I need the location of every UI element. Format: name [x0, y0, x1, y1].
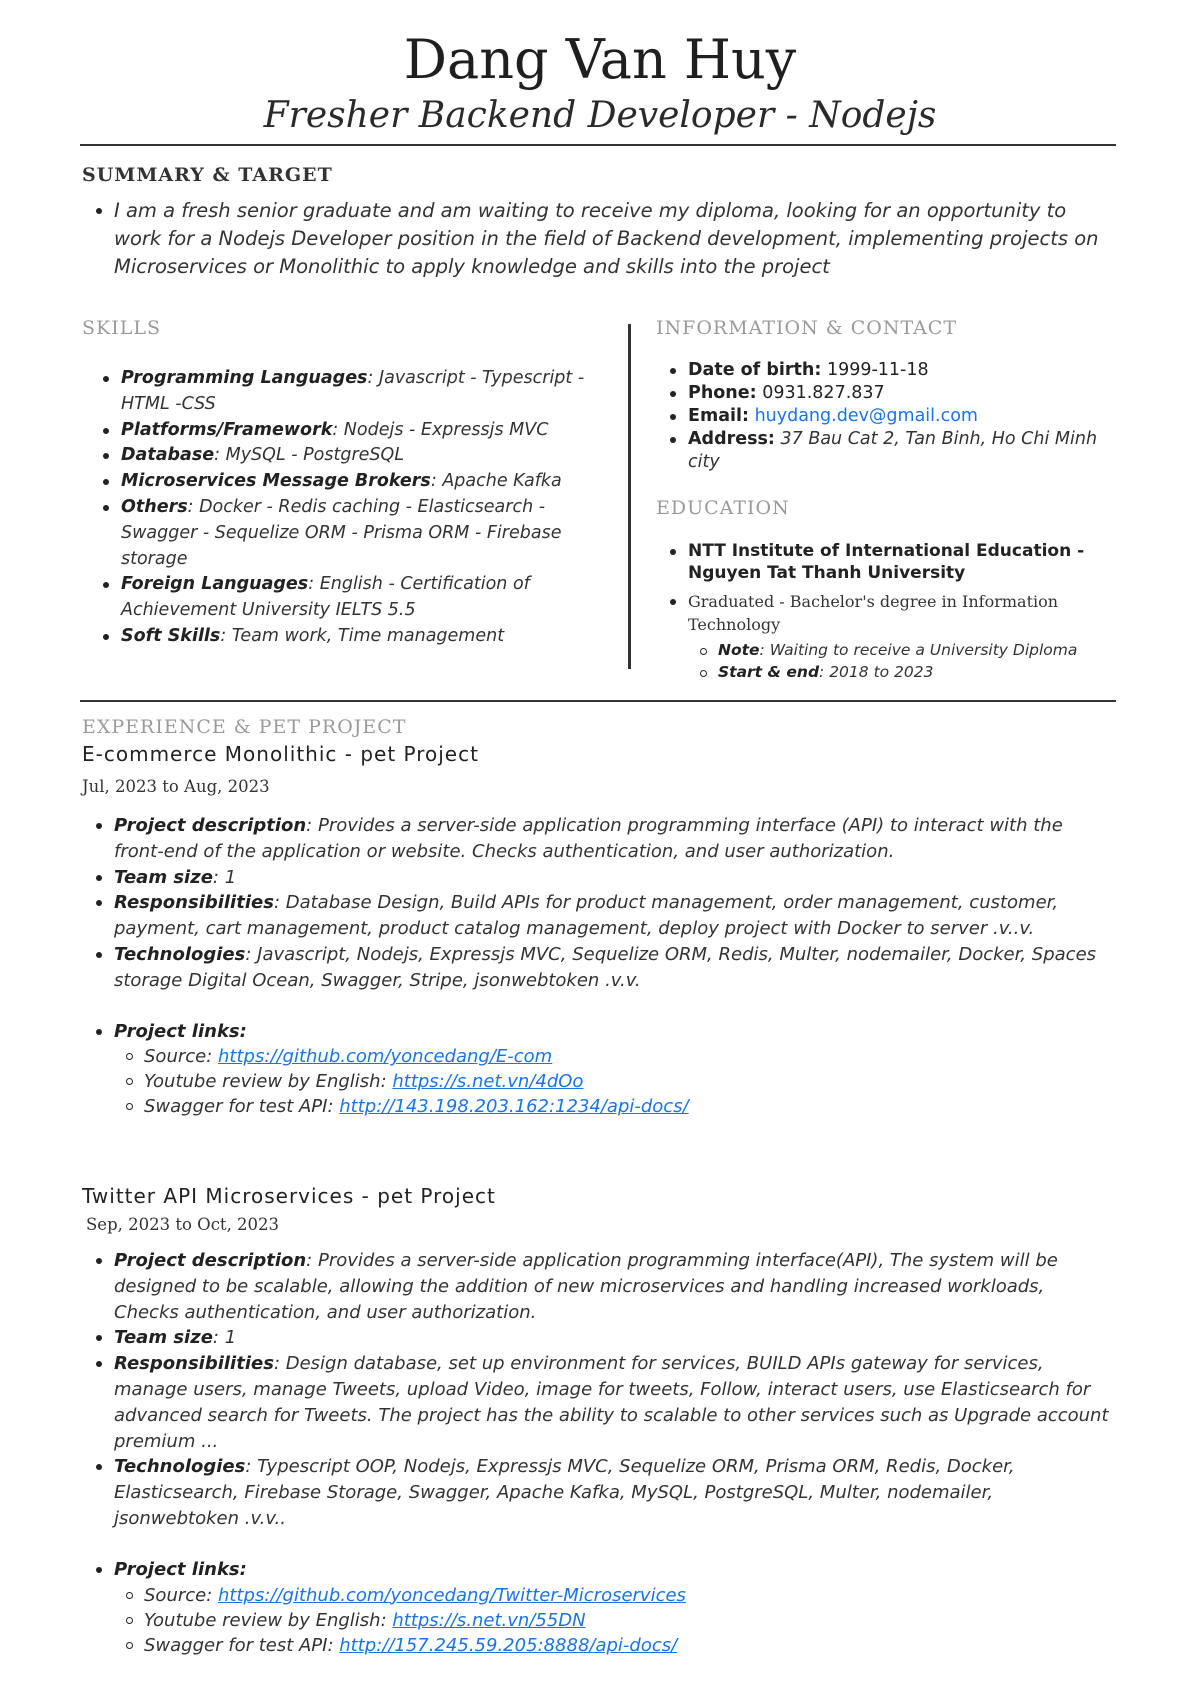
education-heading: EDUCATION	[656, 497, 790, 519]
contact-item-birth	[688, 359, 1118, 382]
skill-item	[121, 624, 616, 650]
period-label: Start & end	[718, 663, 820, 681]
link-label: Youtube review by English:	[144, 1609, 393, 1631]
detail-value: : Typescript OOP, Nodejs, Expressjs MVC, Sequelize ORM, Prisma ORM, Redis, Docker, Elasticsearch, Firebase Storage, Swagger, Apache Kafka, MySQL, PostgreSQL, Multer, nodemailer, jsonwebtoken .v.v..	[114, 1456, 1015, 1529]
swagger-link[interactable]: http://157.245.59.205:8888/api-docs/	[339, 1634, 678, 1656]
skill-item	[121, 418, 616, 444]
section-divider	[80, 700, 1116, 702]
detail-value: : 1	[212, 866, 237, 888]
source-link[interactable]: https://github.com/yoncedang/Twitter-Microservices	[218, 1584, 686, 1606]
project-title: E-commerce Monolithic - pet Project	[82, 742, 479, 766]
education-degree-item	[688, 590, 1118, 683]
links-list	[114, 1044, 1114, 1119]
project-team-size	[114, 865, 1114, 891]
link-item	[144, 1044, 1114, 1069]
links-label: Project links:	[114, 1020, 247, 1042]
contact-label: Date of birth:	[688, 360, 822, 380]
contact-value: 1999-11-18	[821, 360, 929, 380]
skill-value: : MySQL - PostgreSQL	[214, 445, 405, 466]
skill-label: Soft Skills	[121, 625, 221, 646]
project-details	[114, 1248, 1114, 1658]
candidate-role: Fresher Backend Developer - Nodejs	[263, 95, 937, 136]
skill-label: Programming Languages	[121, 368, 368, 388]
note-value: : Waiting to receive a University Diploma	[759, 641, 1078, 659]
summary-heading: SUMMARY & TARGET	[82, 164, 333, 186]
detail-label: Team size	[114, 1327, 213, 1349]
project-responsibilities	[114, 890, 1114, 942]
skill-value: : Apache Kafka	[430, 471, 562, 492]
project-technologies	[114, 1454, 1114, 1531]
detail-label: Technologies	[114, 943, 246, 965]
education-details	[688, 639, 1118, 683]
contact-item-phone	[688, 382, 1118, 405]
link-label: Youtube review by English:	[144, 1071, 393, 1093]
detail-value: : Design database, set up environment for services, BUILD APIs gateway for services, manage users, manage Tweets, upload Video, image for tweets, Follow, interact users, use Elasticsearch for advanced search for Tweets. The project has the ability to scalable to other services such as Upgrade account premium ...	[114, 1353, 1109, 1452]
summary-text: I am a fresh senior graduate and am waiting to receive my diploma, looking for an opportunity to work for a Nodejs Developer position in the field of Backend development, implementing projects on Microservices or Monolithic to apply knowledge and skills into the project	[114, 197, 1114, 281]
skill-label: Platforms/Framework	[121, 419, 333, 440]
summary-list	[114, 197, 1114, 281]
link-label: Swagger for test API:	[144, 1634, 340, 1656]
contact-item-address	[688, 428, 1118, 474]
links-label: Project links:	[114, 1558, 247, 1580]
skill-label: Foreign Languages	[121, 574, 309, 595]
detail-label: Project description	[114, 1250, 307, 1271]
project-team-size	[114, 1325, 1114, 1351]
source-link[interactable]: https://github.com/yoncedang/E-com	[218, 1046, 553, 1068]
link-item	[144, 1633, 1114, 1658]
skill-item	[121, 495, 616, 572]
link-item	[144, 1094, 1114, 1119]
skills-list	[121, 366, 616, 650]
detail-value: : Provides a server-side application programming interface (API) to interact with the front-end of the application or website. Checks authentication, and user authorization.	[114, 815, 1063, 862]
contact-label: Phone:	[688, 383, 757, 403]
contact-value: 0931.827.837	[756, 383, 885, 403]
detail-label: Responsibilities	[114, 1353, 274, 1375]
skill-value: : Javascript - Typescript - HTML -CSS	[121, 368, 585, 414]
project-date: Jul, 2023 to Aug, 2023	[82, 777, 270, 796]
link-label: Source:	[144, 1046, 219, 1068]
project-details	[114, 813, 1114, 1119]
link-item	[144, 1608, 1114, 1633]
header-divider	[80, 144, 1116, 146]
project-links	[114, 1557, 1114, 1658]
skill-value: : Docker - Redis caching - Elasticsearch - Swagger - Sequelize ORM - Prisma ORM - Firebase storage	[121, 496, 562, 569]
detail-label: Technologies	[114, 1456, 246, 1478]
skill-value: : Team work, Time management	[220, 625, 505, 646]
education-school: NTT Institute of International Education - Nguyen Tat Thanh University	[688, 540, 1118, 584]
detail-label: Responsibilities	[114, 892, 274, 914]
links-list	[114, 1583, 1114, 1658]
column-divider	[628, 324, 631, 669]
contact-value: 37 Bau Cat 2, Tan Binh, Ho Chi Minh city	[688, 429, 1098, 472]
detail-label: Project description	[114, 815, 307, 836]
skill-value: : English - Certification of Achievement University IELTS 5.5	[121, 574, 530, 621]
skill-label: Others	[121, 496, 188, 517]
skill-label: Microservices Message Brokers	[121, 471, 431, 492]
swagger-link[interactable]: http://143.198.203.162:1234/api-docs/	[339, 1096, 689, 1118]
contact-heading: INFORMATION & CONTACT	[656, 317, 958, 339]
skill-label: Database	[121, 445, 215, 466]
education-list	[688, 540, 1118, 683]
email-link[interactable]: huydang.dev@gmail.com	[749, 406, 978, 426]
project-title: Twitter API Microservices - pet Project	[82, 1184, 496, 1208]
education-note	[718, 639, 1118, 661]
contact-list	[688, 359, 1118, 474]
project-technologies	[114, 942, 1114, 994]
project-description	[114, 1248, 1114, 1325]
link-item	[144, 1583, 1114, 1608]
detail-value: : Provides a server-side application programming interface(API), The system will be designed to be scalable, allowing the addition of new microservices and handling increased workloads, Checks authentication, and user authorization.	[114, 1250, 1058, 1323]
skills-heading: SKILLS	[82, 317, 161, 339]
project-responsibilities	[114, 1351, 1114, 1454]
link-label: Source:	[144, 1584, 219, 1606]
education-period	[718, 661, 1118, 683]
project-description	[114, 813, 1114, 865]
detail-label: Team size	[114, 866, 213, 888]
contact-label: Email:	[688, 406, 749, 426]
skill-item	[121, 366, 616, 418]
experience-heading: EXPERIENCE & PET PROJECT	[82, 716, 407, 738]
note-label: Note	[718, 641, 760, 659]
detail-value: : Database Design, Build APIs for product management, order management, customer, payment, cart management, product catalog management, deploy project with Docker to server .v..v.	[114, 892, 1059, 940]
link-item	[144, 1069, 1114, 1094]
detail-value: : 1	[212, 1327, 237, 1349]
link-label: Swagger for test API:	[144, 1096, 340, 1118]
education-degree: Graduated - Bachelor's degree in Information Technology	[688, 592, 1059, 634]
period-value: : 2018 to 2023	[819, 663, 934, 681]
youtube-link[interactable]: https://s.net.vn/4dOo	[392, 1071, 584, 1093]
contact-item-email	[688, 405, 1118, 428]
skill-value: : Nodejs - Expressjs MVC	[332, 419, 549, 440]
skill-item	[121, 443, 616, 469]
skill-item	[121, 572, 616, 624]
youtube-link[interactable]: https://s.net.vn/55DN	[392, 1609, 586, 1631]
candidate-name: Dang Van Huy	[403, 28, 797, 91]
skill-item	[121, 469, 616, 495]
contact-label: Address:	[688, 429, 775, 449]
detail-value: : Javascript, Nodejs, Expressjs MVC, Sequelize ORM, Redis, Multer, nodemailer, Docker, Spaces storage Digital Ocean, Swagger, Stripe, jsonwebtoken .v.v.	[114, 943, 1097, 991]
project-date: Sep, 2023 to Oct, 2023	[86, 1215, 280, 1234]
project-links	[114, 1019, 1114, 1120]
